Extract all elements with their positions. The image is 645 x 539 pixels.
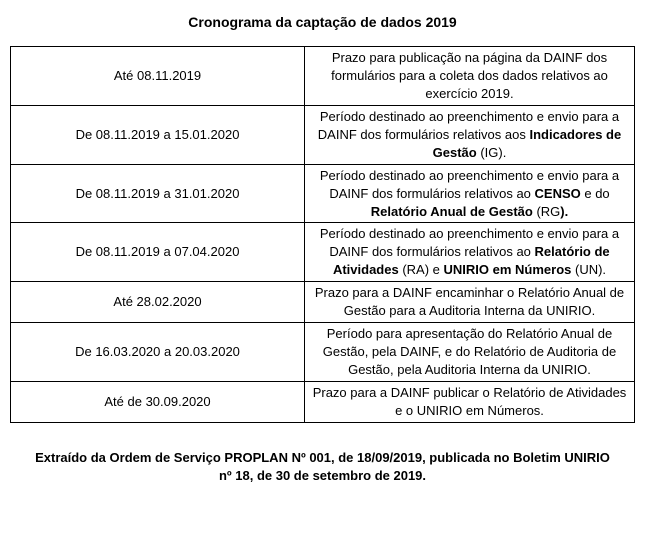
table-row	[11, 164, 635, 223]
source-note: Extraído da Ordem de Serviço PROPLAN Nº 001, de 18/09/2019, publicada no Boletim UNIRIO nº 18, de 30 de setembro de 2019.	[35, 449, 610, 483]
description-bold-text: Relatório de Atividades	[332, 244, 610, 278]
description-bold-text: ).	[560, 203, 569, 219]
description-text: (RA) e	[398, 262, 444, 278]
description-text: Período para apresentação do Relatório Anual de Gestão, pela DAINF, e do Relatório de Auditoria de Gestão, pela Auditoria Interna da UNIRIO.	[322, 326, 617, 377]
description-cell	[305, 223, 635, 282]
page-title: Cronograma da captação de dados 2019	[188, 14, 457, 30]
date-cell: De 08.11.2019 a 31.01.2020	[11, 164, 305, 223]
date-cell: De 16.03.2020 a 20.03.2020	[11, 323, 305, 382]
description-text: Prazo para publicação na página da DAINF dos formulários para a coleta dos dados relativos ao exercício 2019.	[331, 50, 608, 101]
date-cell: Até 28.02.2020	[11, 282, 305, 323]
schedule-table-body	[11, 47, 635, 423]
table-row	[11, 381, 635, 422]
description-cell	[305, 105, 635, 164]
description-bold-text: UNIRIO em Números	[443, 262, 572, 278]
description-text: Período destinado ao preenchimento e envio para a DAINF dos formulários relativos aos	[317, 108, 620, 142]
date-cell: De 08.11.2019 a 15.01.2020	[11, 105, 305, 164]
table-row	[11, 282, 635, 323]
table-row	[11, 105, 635, 164]
description-cell	[305, 381, 635, 422]
description-text: Prazo para a DAINF encaminhar o Relatório Anual de Gestão para a Auditoria Interna da UNIRIO.	[314, 285, 625, 319]
date-cell: Até de 30.09.2020	[11, 381, 305, 422]
table-row	[11, 323, 635, 382]
description-text: (IG).	[476, 144, 507, 160]
description-text: Período destinado ao preenchimento e envio para a DAINF dos formulários relativos ao	[319, 167, 620, 201]
date-cell: De 08.11.2019 a 07.04.2020	[11, 223, 305, 282]
description-text: (RG	[532, 203, 561, 219]
description-cell	[305, 323, 635, 382]
description-cell	[305, 282, 635, 323]
description-bold-text: Indicadores de Gestão	[432, 126, 622, 160]
table-row	[11, 223, 635, 282]
description-bold-text: CENSO	[534, 185, 581, 201]
description-text: Período destinado ao preenchimento e envio para a DAINF dos formulários relativos ao	[319, 226, 620, 260]
description-text: (UN).	[571, 262, 607, 278]
schedule-table	[10, 46, 635, 423]
table-row	[11, 47, 635, 106]
description-text: Prazo para a DAINF publicar o Relatório de Atividades e o UNIRIO em Números.	[312, 384, 627, 418]
description-text: e do	[580, 185, 610, 201]
description-bold-text: Relatório Anual de Gestão	[370, 203, 533, 219]
description-cell	[305, 164, 635, 223]
date-cell: Até 08.11.2019	[11, 47, 305, 106]
description-cell	[305, 47, 635, 106]
